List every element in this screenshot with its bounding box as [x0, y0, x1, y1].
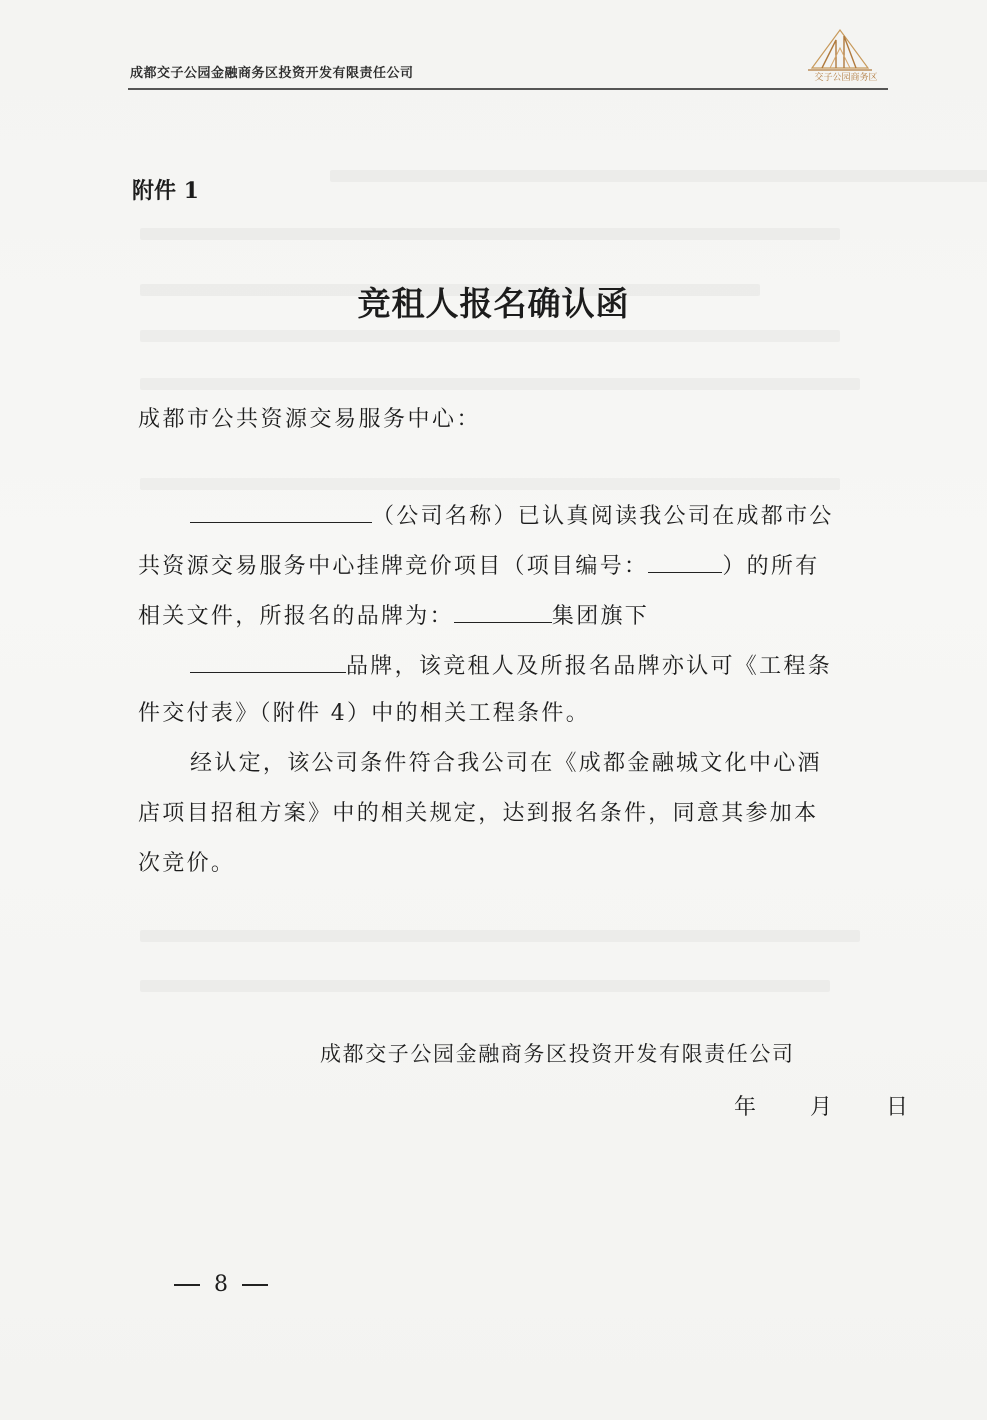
body-text: 店项目招租方案》中的相关规定，达到报名条件，同意其参加本	[138, 801, 819, 826]
body-line-6	[190, 746, 822, 782]
group-name-blank[interactable]	[454, 596, 552, 623]
body-text: 经认定，该公司条件符合我公司在《成都金融城文化中心酒	[190, 751, 822, 776]
page-number-dash	[174, 1284, 200, 1286]
header-divider	[128, 88, 888, 90]
year-label: 年	[734, 1095, 757, 1120]
page-number-value: 8	[214, 1272, 228, 1297]
attachment-label: 附件 1	[132, 178, 199, 204]
body-text: ）的所有	[722, 554, 820, 579]
bleed-through	[140, 478, 840, 490]
company-name-blank[interactable]	[190, 496, 372, 523]
body-text: 件交付表》（附件 4）中的相关工程条件。	[138, 701, 590, 726]
body-line-4	[190, 646, 832, 682]
page-number-dash	[242, 1284, 268, 1286]
body-text: 次竞价。	[138, 851, 236, 876]
page-number	[160, 1272, 282, 1297]
bleed-through	[140, 330, 840, 342]
body-text: （公司名称）已认真阅读我公司在成都市公	[372, 504, 834, 529]
document-title: 竞租人报名确认函	[357, 284, 630, 323]
day-label: 日	[886, 1095, 909, 1120]
body-text: 相关文件，所报名的品牌为：	[138, 604, 454, 629]
logo-caption: 交子公园商务区	[814, 73, 878, 83]
body-text: 品牌，该竞租人及所报名品牌亦认可《工程条	[346, 654, 833, 679]
bleed-through	[140, 378, 860, 390]
signature-date	[734, 1090, 908, 1121]
body-text: 集团旗下	[551, 604, 650, 629]
bleed-through	[330, 170, 987, 182]
project-number-blank[interactable]	[648, 546, 722, 573]
header-company-name: 成都交子公园金融商务区投资开发有限责任公司	[130, 66, 414, 81]
body-line-5	[138, 696, 590, 732]
bleed-through	[140, 228, 840, 240]
body-text: 共资源交易服务中心挂牌竞价项目（项目编号：	[138, 554, 649, 579]
body-line-8	[138, 846, 235, 882]
body-line-2	[138, 546, 820, 582]
bleed-through	[140, 980, 830, 992]
month-label: 月	[810, 1095, 833, 1120]
body-line-3	[138, 596, 649, 632]
addressee: 成都市公共资源交易服务中心：	[138, 407, 482, 432]
brand-name-blank[interactable]	[190, 646, 346, 673]
signing-company: 成都交子公园金融商务区投资开发有限责任公司	[320, 1042, 795, 1066]
bleed-through	[140, 930, 860, 942]
body-line-1	[190, 496, 834, 532]
body-line-7	[138, 796, 818, 832]
